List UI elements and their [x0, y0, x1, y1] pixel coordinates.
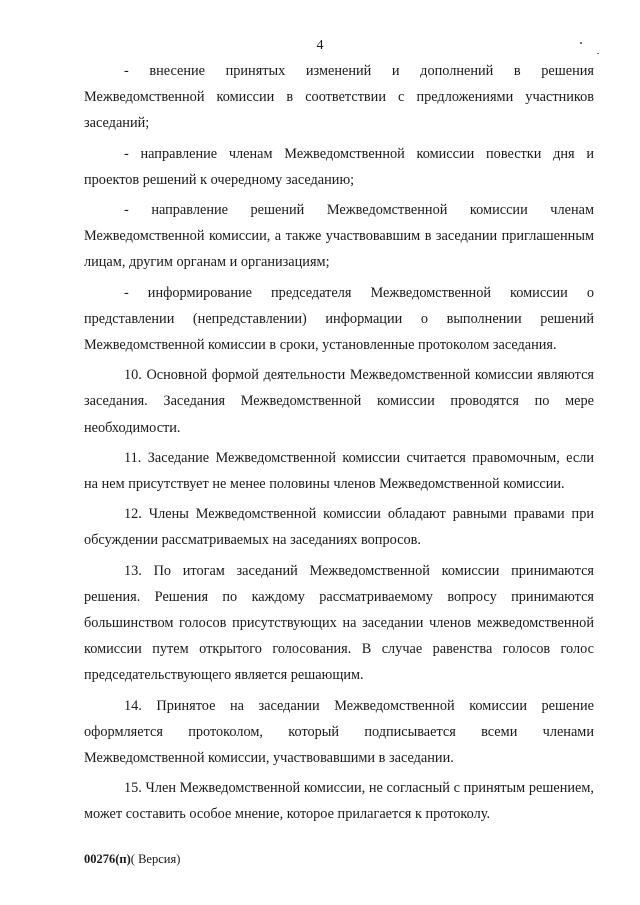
paragraph: 12. Члены Межведомственной комиссии обладают равными правами при обсуждении рассматриваемых на заседаниях вопросов.	[84, 506, 594, 549]
scan-speck	[597, 53, 599, 54]
document-body	[84, 58, 594, 832]
document-code: 00276(п)	[84, 852, 131, 866]
paragraph: - направление решений Межведомственной комиссии членам Межведомственной комиссии, а также участвовавшим в заседании приглашенным лицам, другим органам и организациям;	[84, 202, 594, 271]
scan-speck	[580, 42, 582, 44]
paragraph: - направление членам Межведомственной комиссии повестки дня и проектов решений к очередному заседанию;	[84, 145, 594, 188]
paragraph: 13. По итогам заседаний Межведомственной комиссии принимаются решения. Решения по каждому рассматриваемому вопросу принимаются большинством голосов присутствующих на заседании членов межведомственной комиссии путем открытого голосования. В случае равенства голосов голос председательствующего является решающим.	[84, 562, 594, 684]
paragraph: 11. Заседание Межведомственной комиссии считается правомочным, если на нем присутствует не менее половины членов Межведомственной комиссии.	[84, 449, 594, 493]
document-footer	[84, 852, 180, 867]
paragraph: 10. Основной формой деятельности Межведомственной комиссии являются заседания. Заседания Межведомственной комиссии проводятся по мере необходимости.	[84, 367, 594, 436]
page-number: 4	[316, 38, 324, 53]
document-version: ( Версия)	[130, 852, 181, 866]
paragraph: 15. Член Межведомственной комиссии, не согласный с принятым решением, может составить особое мнение, которое прилагается к протоколу.	[84, 780, 594, 823]
paragraph: - внесение принятых изменений и дополнений в решения Межведомственной комиссии в соответствии с предложениями участников заседаний;	[84, 63, 594, 132]
paragraph: - информирование председателя Межведомственной комиссии о представлении (непредставлении) информации о выполнении решений Межведомственной комиссии в сроки, установленные протоколом заседания.	[84, 284, 594, 354]
paragraph: 14. Принятое на заседании Межведомственной комиссии решение оформляется протоколом, который подписывается всеми членами Межведомственной комиссии, участвовавшими в заседании.	[84, 697, 594, 767]
